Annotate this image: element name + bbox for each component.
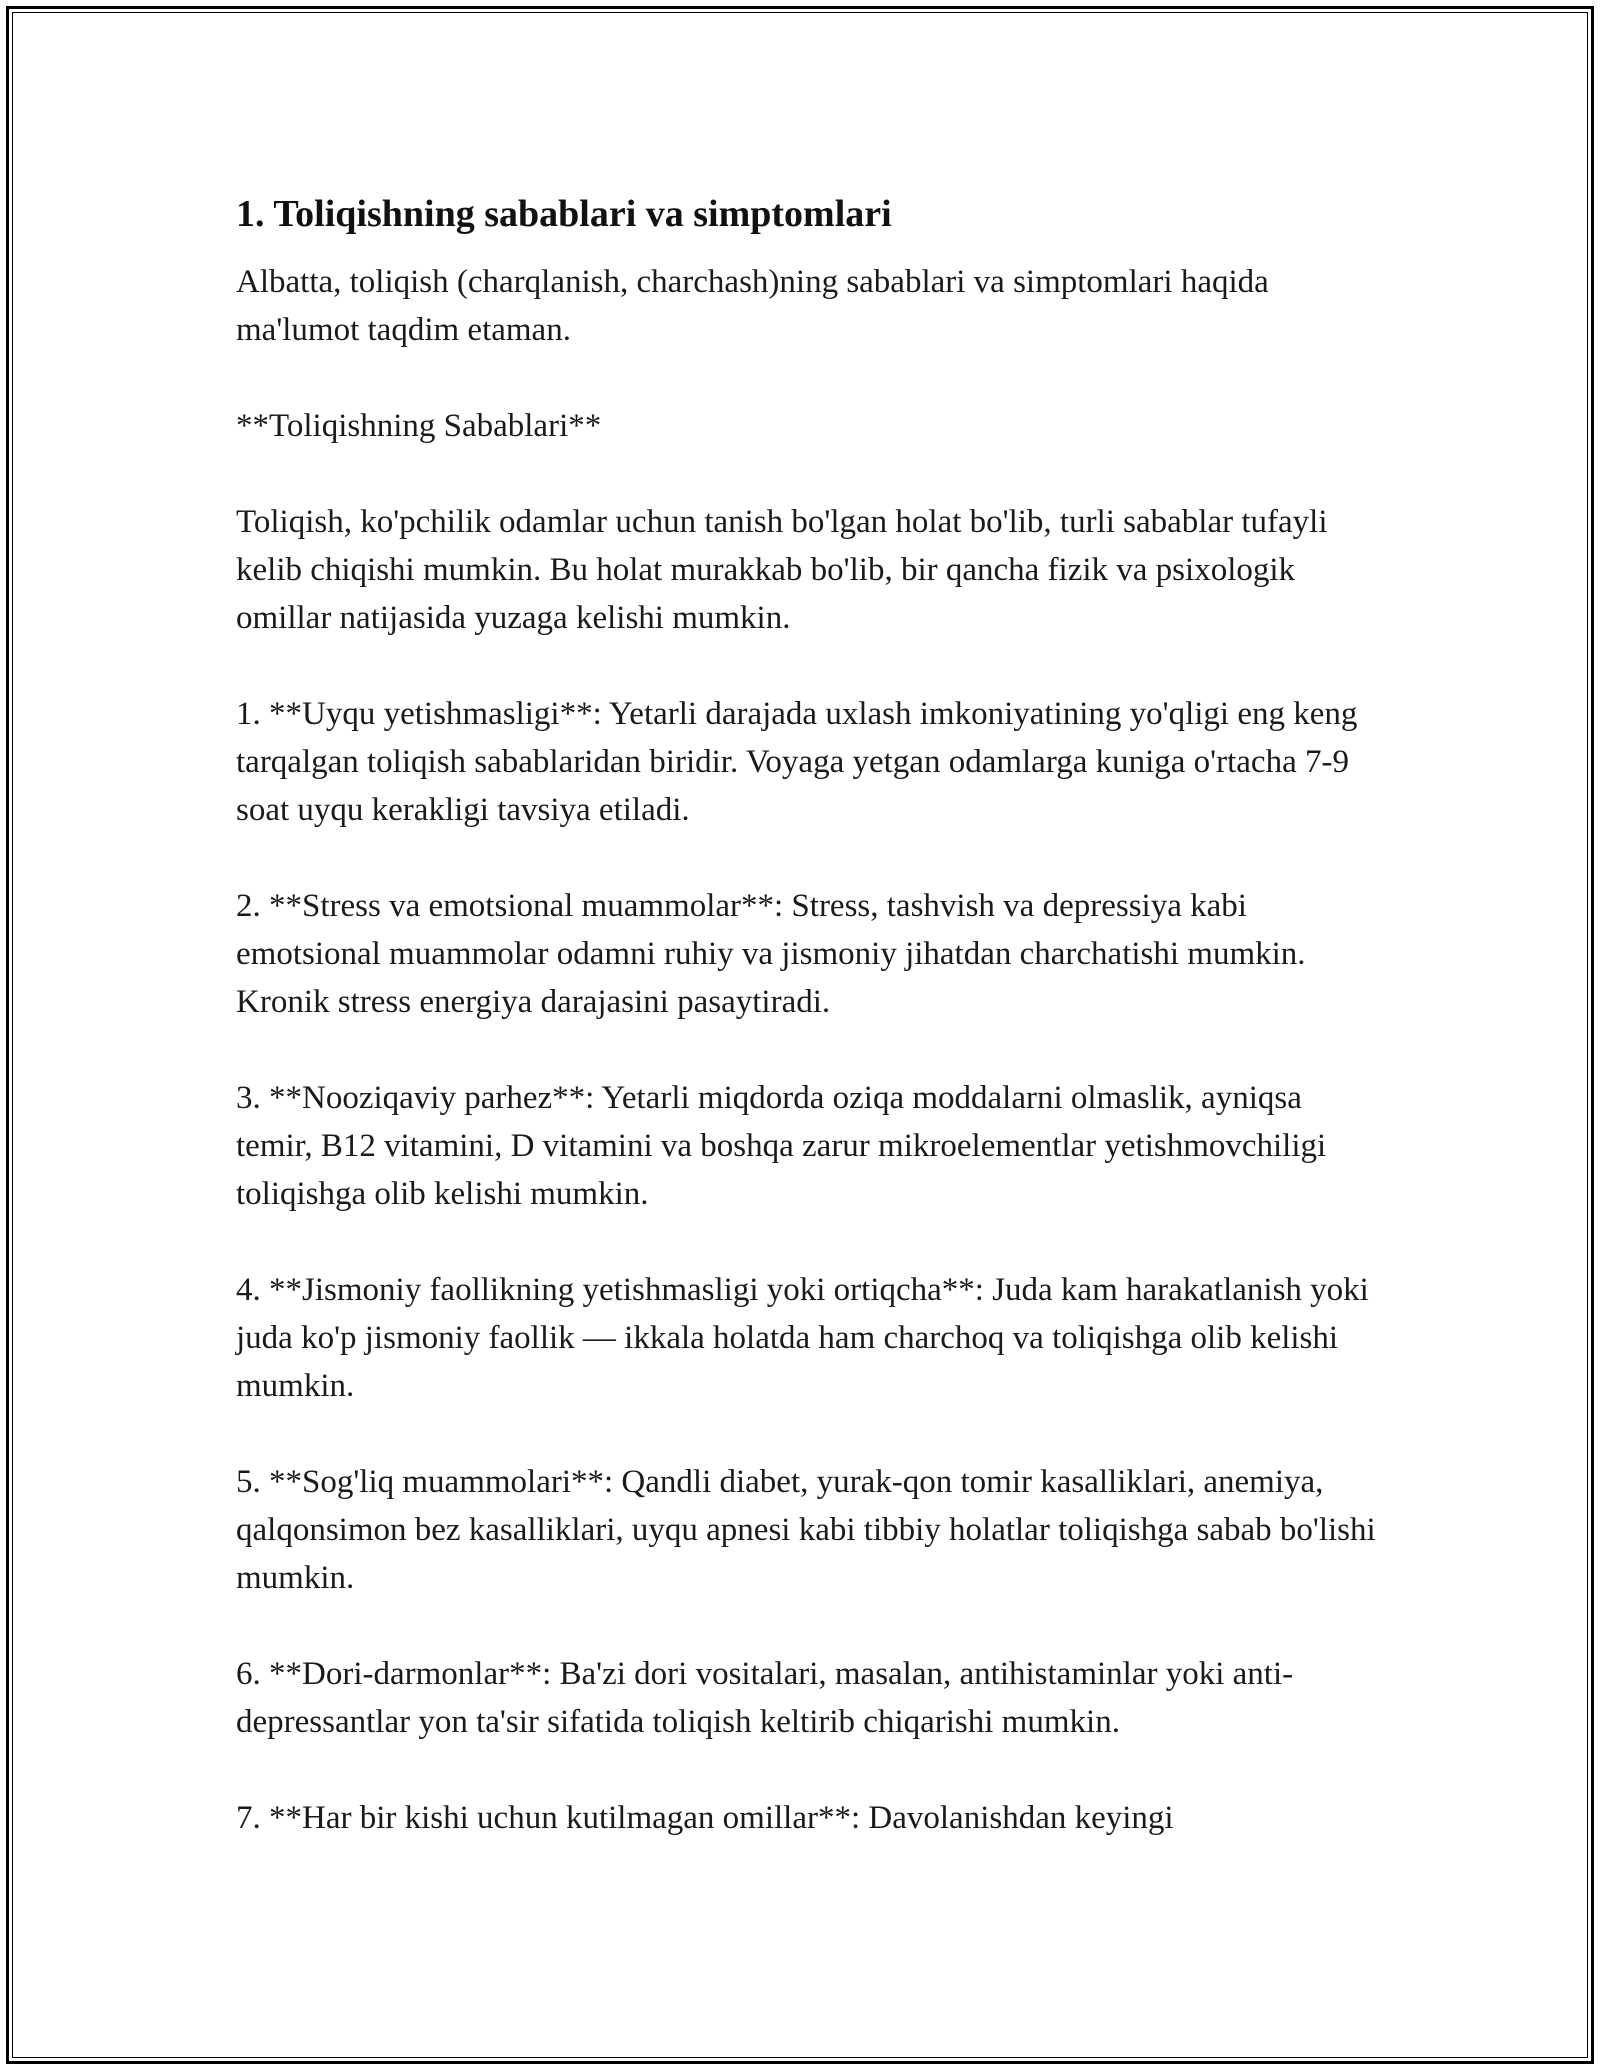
list-item-diet: 3. **Nooziqaviy parhez**: Yetarli miqdorda oziqa moddalarni olmaslik, ayniqsa temir, B12 vitamini, D vitamini va boshqa zarur mikroelementlar yetishmovchiligi toliqishga olib kelishi mumkin. xyxy=(236,1080,1327,1212)
causes-overview-paragraph: Toliqish, ko'pchilik odamlar uchun tanish bo'lgan holat bo'lib, turli sabablar tufayli kelib chiqishi mumkin. Bu holat murakkab bo'lib, bir qancha fizik va psixologik omillar natijasida yuzaga kelishi mumkin. xyxy=(236,504,1328,636)
list-item-stress: 2. **Stress va emotsional muammolar**: Stress, tashvish va depressiya kabi emotsional muammolar odamni ruhiy va jismoniy jihatdan charchatishi mumkin. Kronik stress energiya darajasini pasaytiradi. xyxy=(236,888,1306,1020)
list-item-unexpected-factors: 7. **Har bir kishi uchun kutilmagan omillar**: Davolanishdan keyingi xyxy=(236,1800,1174,1836)
intro-paragraph: Albatta, toliqish (charqlanish, charchash)ning sabablari va simptomlari haqida ma'lumot taqdim etaman. xyxy=(236,264,1269,348)
list-item-medications: 6. **Dori-darmonlar**: Ba'zi dori vositalari, masalan, antihistaminlar yoki anti-depressantlar yon ta'sir sifatida toliqish keltirib chiqarishi mumkin. xyxy=(236,1656,1294,1740)
list-item-health-problems: 5. **Sog'liq muammolari**: Qandli diabet, yurak-qon tomir kasalliklari, anemiya, qalqonsimon bez kasalliklari, uyqu apnesi kabi tibbiy holatlar toliqishga sabab bo'lishi mumkin. xyxy=(236,1464,1376,1596)
list-item-physical-activity: 4. **Jismoniy faollikning yetishmasligi yoki ortiqcha**: Juda kam harakatlanish yoki juda ko'p jismoniy faollik — ikkala holatda ham charchoq va toliqishga olib kelishi mumkin. xyxy=(236,1272,1369,1404)
list-item-sleep: 1. **Uyqu yetishmasligi**: Yetarli darajada uxlash imkoniyatining yo'qligi eng keng tarqalgan toliqish sabablaridan biridir. Voyaga yetgan odamlarga kuniga o'rtacha 7-9 soat uyqu kerakligi tavsiya etiladi. xyxy=(236,696,1358,828)
section-heading: 1. Toliqishning sabablari va simptomlari xyxy=(236,193,892,235)
document-body xyxy=(236,188,1376,1890)
subheading-causes: **Toliqishning Sabablari** xyxy=(236,408,602,444)
